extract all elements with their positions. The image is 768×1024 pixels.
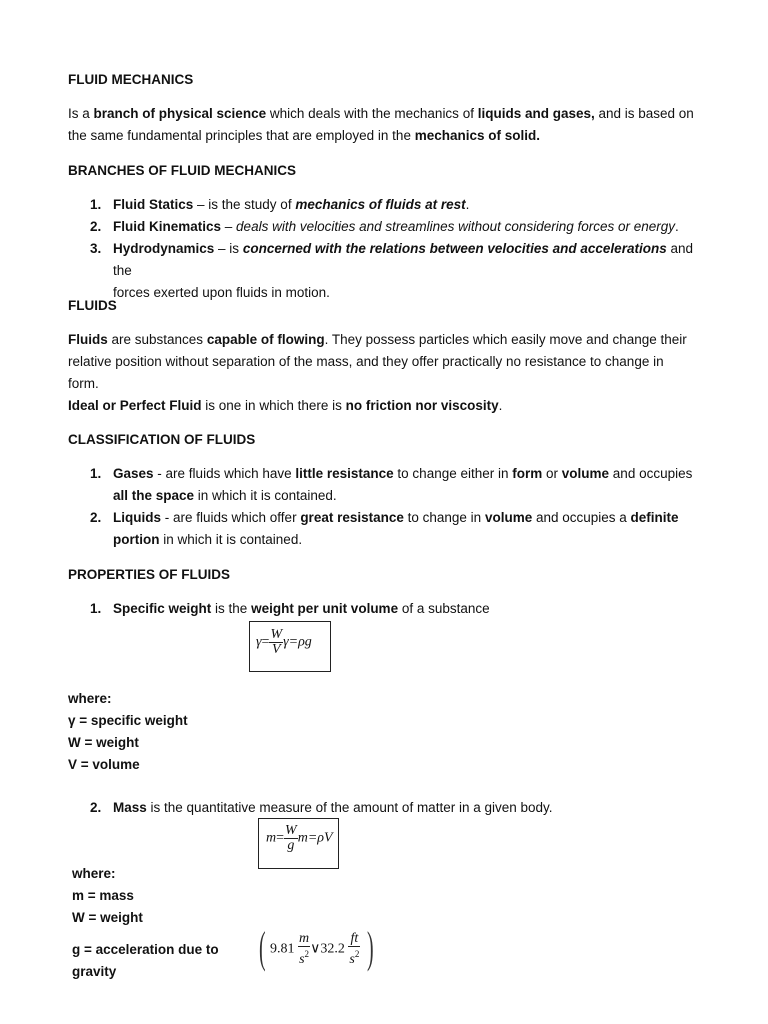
math-symbol: ∨ (310, 941, 321, 957)
text: and the (113, 241, 693, 278)
list-item (90, 216, 710, 238)
text: form (512, 466, 543, 481)
text: Is a (68, 106, 94, 121)
list-number: 3. (90, 241, 102, 256)
definition-line: W = weight (68, 735, 139, 750)
text: weight per unit volume (251, 601, 399, 616)
definition-line: V = volume (68, 757, 140, 772)
list-number: 2. (90, 800, 102, 815)
text: of a substance (398, 601, 490, 616)
list-number: 2. (90, 219, 102, 234)
math-symbol: γ=ρg (283, 634, 312, 650)
mass-equation-box (258, 818, 339, 869)
fraction-denominator: s (349, 952, 355, 967)
text: . (465, 197, 470, 212)
fluids-heading: FLUIDS (68, 298, 117, 313)
specific-weight-equation (256, 628, 312, 657)
fraction-denominator: s (299, 952, 305, 967)
text: Hydrodynamics (113, 241, 215, 256)
text: the same fundamental principles that are employed in the (68, 128, 415, 143)
text: - are fluids which offer (161, 510, 301, 525)
text: definite (630, 510, 679, 525)
left-parenthesis: ( (259, 923, 266, 972)
list-number: 1. (90, 466, 102, 481)
text: which deals with the mechanics of (266, 106, 478, 121)
text: volume (484, 510, 533, 525)
exponent: 2 (304, 949, 310, 959)
text: Gases (113, 466, 154, 481)
list-item (90, 797, 710, 819)
mass-equation (266, 824, 333, 853)
math-symbol: γ (256, 634, 262, 650)
text: in which it is contained. (159, 532, 303, 547)
fraction-numerator: m (299, 931, 310, 946)
text: and occupies (609, 466, 693, 481)
text: - are fluids which have (153, 466, 296, 481)
text: branch of physical science (93, 106, 267, 121)
text: Fluids (68, 332, 108, 347)
text: form. (68, 376, 99, 391)
text: forces exerted upon fluids in motion. (113, 285, 330, 300)
page-title: FLUID MECHANICS (68, 72, 194, 87)
text: mechanics of solid. (414, 128, 540, 143)
text: is one in which there is (201, 398, 346, 413)
right-parenthesis: ) (367, 923, 374, 972)
list-item (90, 463, 710, 507)
text: deals with velocities and streamlines without considering forces or energy (236, 219, 676, 234)
where-label: where: (68, 691, 112, 706)
text: great resistance (300, 510, 404, 525)
math-symbol: = (261, 634, 270, 650)
text: Fluid Kinematics (113, 219, 222, 234)
gravity-value (270, 932, 360, 967)
list-item (90, 507, 710, 551)
text: all the space (113, 488, 195, 503)
fraction-numerator: W (270, 627, 283, 642)
text: capable of flowing (206, 332, 325, 347)
text: Ideal or Perfect Fluid (68, 398, 202, 413)
list-number: 2. (90, 510, 102, 525)
text: – is the study of (193, 197, 296, 212)
where-label: where: (72, 866, 116, 881)
text: . (498, 398, 503, 413)
gravity-definition: g = acceleration due to gravity (72, 942, 219, 979)
text: and is based on (594, 106, 694, 121)
math-number: 9.81 (270, 941, 295, 957)
text: – (221, 219, 237, 234)
math-symbol: = (276, 830, 285, 846)
text: Specific weight (113, 601, 212, 616)
text: are substances (107, 332, 207, 347)
text: mechanics of fluids at rest (295, 197, 466, 212)
math-number: 32.2 (320, 941, 345, 957)
list-item (90, 194, 710, 216)
text: Mass (113, 800, 147, 815)
text: in which it is contained. (194, 488, 337, 503)
definition-line: m = mass (72, 888, 134, 903)
properties-heading: PROPERTIES OF FLUIDS (68, 567, 231, 582)
text: liquids and gases, (477, 106, 595, 121)
list-number: 1. (90, 197, 102, 212)
fraction-denominator: V (269, 642, 283, 657)
fraction-numerator: W (285, 823, 297, 838)
text: is the (211, 601, 252, 616)
text: volume (561, 466, 610, 481)
text: relative position without separation of the mass, and they offer practically no resistance to change in (68, 354, 664, 369)
list-number: 1. (90, 601, 102, 616)
fraction-denominator: g (284, 838, 298, 853)
text: portion (113, 532, 160, 547)
text: concerned with the relations between velocities and accelerations (242, 241, 667, 256)
exponent: 2 (354, 949, 360, 959)
text: to change either in (393, 466, 513, 481)
list-item (90, 598, 710, 620)
text: is the quantitative measure of the amount of matter in a given body. (146, 800, 553, 815)
branches-heading: BRANCHES OF FLUID MECHANICS (68, 163, 296, 178)
intro-paragraph (68, 103, 708, 147)
definition-line: W = weight (72, 910, 143, 925)
fraction-numerator: ft (350, 931, 359, 946)
text: Fluid Statics (113, 197, 194, 212)
math-symbol: m=ρV (297, 830, 333, 846)
text: . (675, 219, 679, 234)
text: . They possess particles which easily move and change their (324, 332, 687, 347)
classification-heading: CLASSIFICATION OF FLUIDS (68, 432, 256, 447)
text: Liquids (113, 510, 161, 525)
specific-weight-equation-box (249, 621, 331, 672)
fluids-paragraph (68, 329, 708, 417)
math-symbol: m (266, 830, 277, 846)
text: to change in (403, 510, 485, 525)
text: – is (214, 241, 243, 256)
text: little resistance (295, 466, 394, 481)
text: and occupies a (532, 510, 631, 525)
definition-line: γ = specific weight (68, 713, 188, 728)
text: no friction nor viscosity (345, 398, 499, 413)
text: or (542, 466, 562, 481)
